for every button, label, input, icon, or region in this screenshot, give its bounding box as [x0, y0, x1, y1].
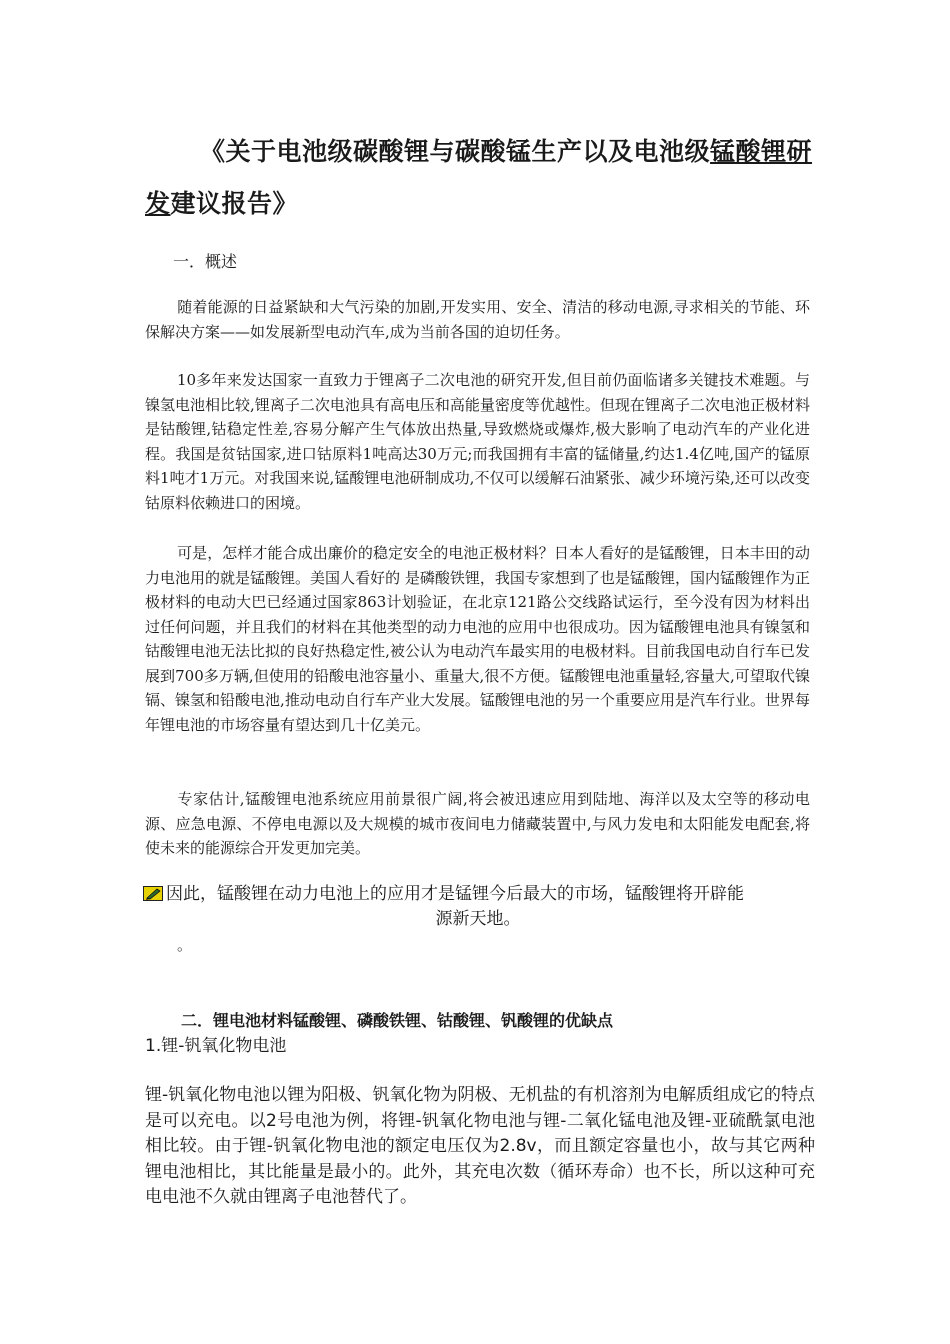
- subsection-1-heading: 1.锂-钒氧化物电池: [145, 1036, 287, 1056]
- paragraph-2-text: 10多年来发达国家一直致力于锂离子二次电池的研究开发,但目前仍面临诸多关键技术难题。与镍氢电池相比较,锂离子二次电池具有高电压和高能量密度等优越性。但现在锂离子二次电池正极材料是钴酸锂,钴稳定性差,容易分解产生气体放出热量,导致燃烧或爆炸,极大影响了电动汽车的产业化进程。我国是贫钴国家,进口钴原料1吨高达30万元;而我国拥有丰富的锰储量,约达1.4亿吨,国产的锰原料1吨才1万元。对我国来说,锰酸锂电池研制成功,不仅可以缓解石油紧张、减少环境污染,还可以改变钴原料依赖进口的困境。: [145, 371, 810, 512]
- paragraph-1-text: 随着能源的日益紧缺和大气污染的加剧,开发实用、安全、清洁的移动电源,寻求相关的节能、环保解决方案——如发展新型电动汽车,成为当前各国的迫切任务。: [145, 298, 810, 341]
- paragraph-3-text: 可是，怎样才能合成出廉价的稳定安全的电池正极材料？日本人看好的是锰酸锂，日本丰田的动力电池用的就是锰酸锂。美国人看好的 是磷酸铁锂，我国专家想到了也是锰酸锂，国内锰酸锂作为正极材料的电动大巴已经通过国家863计划验证，在北京121路公交线路试运行，至今没有因为材料出过任何问题，并且我们的材料在其他类型的动力电池的应用中也很成功。因为锰酸锂电池具有镍氢和钴酸锂电池无法比拟的良好热稳定性,被公认为电动汽车最实用的电极材料。目前我国电动自行车已发展到700多万辆,但使用的铅酸电池容量小、重量大,很不方便。锰酸锂电池重量轻,容量大,可望取代镍镉、镍氢和铅酸电池,推动电动自行车产业大发展。锰酸锂电池的另一个重要应用是汽车行业。世界每年锂电池的市场容量有望达到几十亿美元。: [145, 544, 810, 734]
- paragraph-2: [145, 368, 810, 515]
- paragraph-4-text: 专家估计,锰酸锂电池系统应用前景很广阔,将会被迅速应用到陆地、海洋以及太空等的移动电源、应急电源、不停电电源以及大规模的城市夜间电力储藏装置中,与风力发电和太阳能发电配套,将使未来的能源综合开发更加完美。: [145, 790, 810, 857]
- stray-mark: 。: [177, 936, 193, 954]
- section-1-heading: 一．概述: [173, 252, 238, 271]
- paragraph-3: [145, 541, 810, 737]
- title-part-1: 《关于电池级碳酸锂与碳酸锰生产以及电池级: [200, 137, 711, 166]
- document-title: [145, 126, 815, 230]
- callout-line-2: 源新天地。: [435, 909, 521, 929]
- section-2-heading: 二．锂电池材料锰酸锂、磷酸铁锂、钴酸锂、钒酸锂的优缺点: [181, 1011, 614, 1030]
- paragraph-4: [145, 787, 810, 861]
- callout-line-1: 因此，锰酸锂在动力电池上的应用才是锰锂今后最大的市场，锰酸锂将开辟能: [166, 884, 744, 904]
- callout-note: [143, 882, 813, 932]
- title-part-2: 建议报告》: [170, 189, 299, 218]
- subsection-1-paragraph: 锂-钒氧化物电池以锂为阳极、钒氧化物为阴极、无机盐的有机溶剂为电解质组成它的特点是可以充电。以2号电池为例，将锂-钒氧化物电池与锂-二氧化锰电池及锂-亚硫酰氯电池相比较。由于锂-钒氧化物电池的额定电压仅为2.8v，而且额定容量也小，故与其它两种锂电池相比，其比能量是最小的。此外，其充电次数（循环寿命）也不长，所以这种可充电电池不久就由锂离子电池替代了。: [145, 1085, 815, 1207]
- paragraph-1: [145, 295, 810, 344]
- pen-note-icon[interactable]: [143, 886, 163, 901]
- title-underlined-term: 锰酸锂研发: [145, 137, 813, 218]
